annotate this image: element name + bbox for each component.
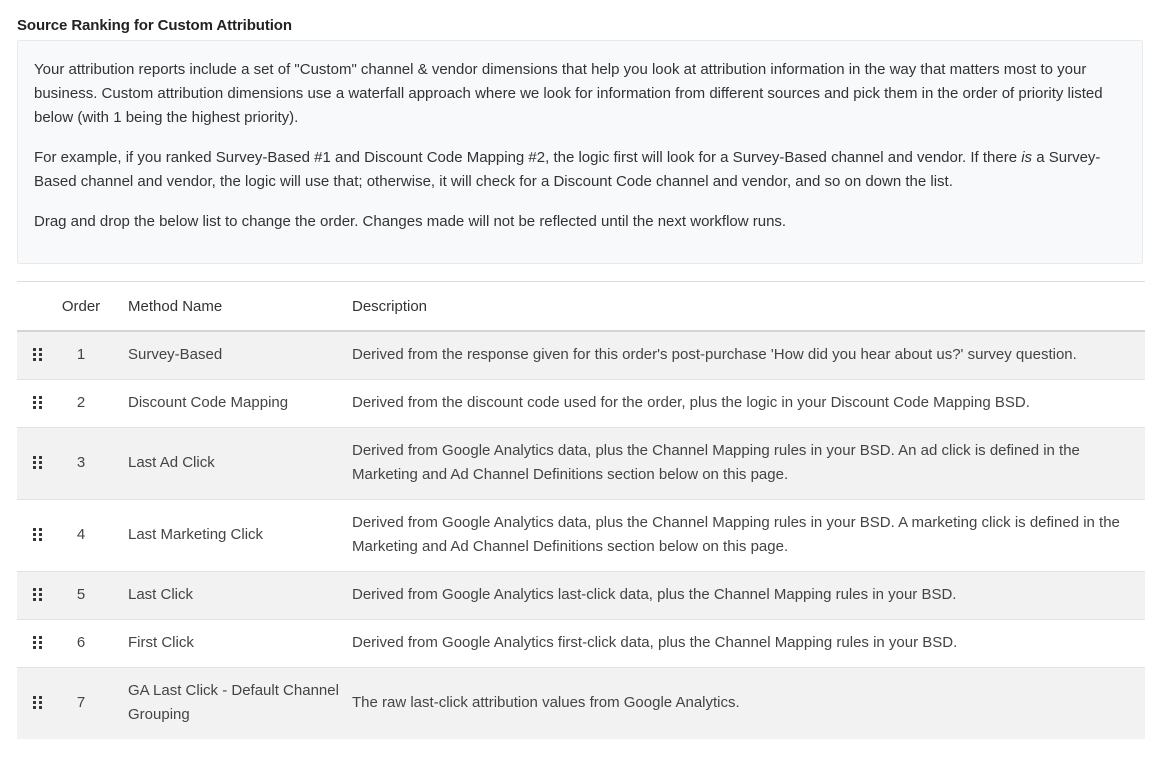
info-box — [17, 40, 1143, 264]
drag-handle-icon[interactable] — [33, 696, 43, 710]
drag-handle-icon[interactable] — [33, 348, 43, 362]
table-header — [17, 282, 1145, 332]
description-cell: Derived from the response given for this order's post-purchase 'How did you hear about us?' survey question. — [352, 346, 1077, 364]
header-description: Description — [352, 297, 428, 315]
description-cell: Derived from Google Analytics last-click data, plus the Channel Mapping rules in your BSD. — [352, 586, 957, 603]
info-example-text-start: For example, if you ranked Survey-Based #1 and Discount Code Mapping #2, the logic first will look for a Survey-Based channel and vendor. If there — [34, 149, 1022, 166]
header-method-name: Method Name — [128, 297, 223, 315]
description-cell: Derived from the discount code used for the order, plus the logic in your Discount Code Mapping BSD. — [352, 394, 1030, 411]
drag-handle-cell[interactable] — [17, 667, 61, 739]
order-cell: 2 — [76, 394, 86, 411]
order-cell: 5 — [76, 586, 86, 603]
table-header-row — [17, 282, 1145, 332]
drag-handle-icon[interactable] — [33, 456, 43, 470]
table-row[interactable] — [17, 571, 1145, 619]
drag-handle-cell[interactable] — [17, 379, 61, 427]
table-body — [17, 331, 1145, 739]
method-name-cell: First Click — [128, 634, 194, 651]
ranking-table-container — [17, 281, 1145, 739]
table-row[interactable] — [17, 619, 1145, 667]
table-row[interactable] — [17, 427, 1145, 499]
order-cell: 3 — [76, 454, 86, 471]
description-cell: The raw last-click attribution values from Google Analytics. — [352, 694, 740, 712]
order-cell: 7 — [76, 694, 86, 712]
section-title: Source Ranking for Custom Attribution — [17, 17, 292, 34]
info-example-text-end: a Survey-Based channel and vendor, the logic will use that; otherwise, it will check for a Discount Code channel and vendor, and so on down the list. — [34, 149, 1101, 190]
method-name-cell: Last Marketing Click — [128, 526, 264, 543]
method-name-cell: Survey-Based — [128, 346, 223, 364]
source-ranking-table — [17, 281, 1145, 739]
drag-handle-cell[interactable] — [17, 571, 61, 619]
method-name-cell: Last Ad Click — [128, 454, 215, 471]
description-cell: Derived from Google Analytics data, plus the Channel Mapping rules in your BSD. An ad click is defined in the Marketing and Ad Channel Definitions section below on this page. — [352, 442, 1080, 483]
drag-handle-icon[interactable] — [33, 636, 43, 650]
method-name-cell: Discount Code Mapping — [128, 394, 289, 411]
drag-handle-cell[interactable] — [17, 427, 61, 499]
info-example-emphasis: is — [1021, 149, 1033, 166]
table-row[interactable] — [17, 331, 1145, 379]
info-paragraph-instructions: Drag and drop the below list to change the order. Changes made will not be reflected until the next workflow runs. — [34, 213, 787, 230]
order-cell: 4 — [76, 526, 86, 543]
drag-handle-cell[interactable] — [17, 619, 61, 667]
info-paragraph-example — [34, 146, 1126, 194]
header-order: Order — [61, 297, 101, 315]
table-row[interactable] — [17, 499, 1145, 571]
description-cell: Derived from Google Analytics first-click data, plus the Channel Mapping rules in your BSD. — [352, 634, 958, 651]
drag-handle-icon[interactable] — [33, 528, 43, 542]
info-paragraph-intro: Your attribution reports include a set of "Custom" channel & vendor dimensions that help you look at attribution information in the way that matters most to your business. Custom attribution dimensions use a waterfall approach where we look for information from different sources and pick them in the order of priority listed below (with 1 being the highest priority). — [34, 61, 1103, 126]
table-row[interactable] — [17, 667, 1145, 739]
drag-handle-cell[interactable] — [17, 499, 61, 571]
header-handle-cell — [17, 282, 61, 332]
drag-handle-icon[interactable] — [33, 396, 43, 410]
description-cell: Derived from Google Analytics data, plus the Channel Mapping rules in your BSD. A marketing click is defined in the Marketing and Ad Channel Definitions section below on this page. — [352, 514, 1120, 555]
method-name-cell: GA Last Click - Default Channel Grouping — [128, 682, 339, 724]
order-cell: 6 — [76, 634, 86, 651]
order-cell: 1 — [76, 346, 86, 364]
drag-handle-icon[interactable] — [33, 588, 43, 602]
drag-handle-cell[interactable] — [17, 331, 61, 379]
table-row[interactable] — [17, 379, 1145, 427]
method-name-cell: Last Click — [128, 586, 194, 603]
